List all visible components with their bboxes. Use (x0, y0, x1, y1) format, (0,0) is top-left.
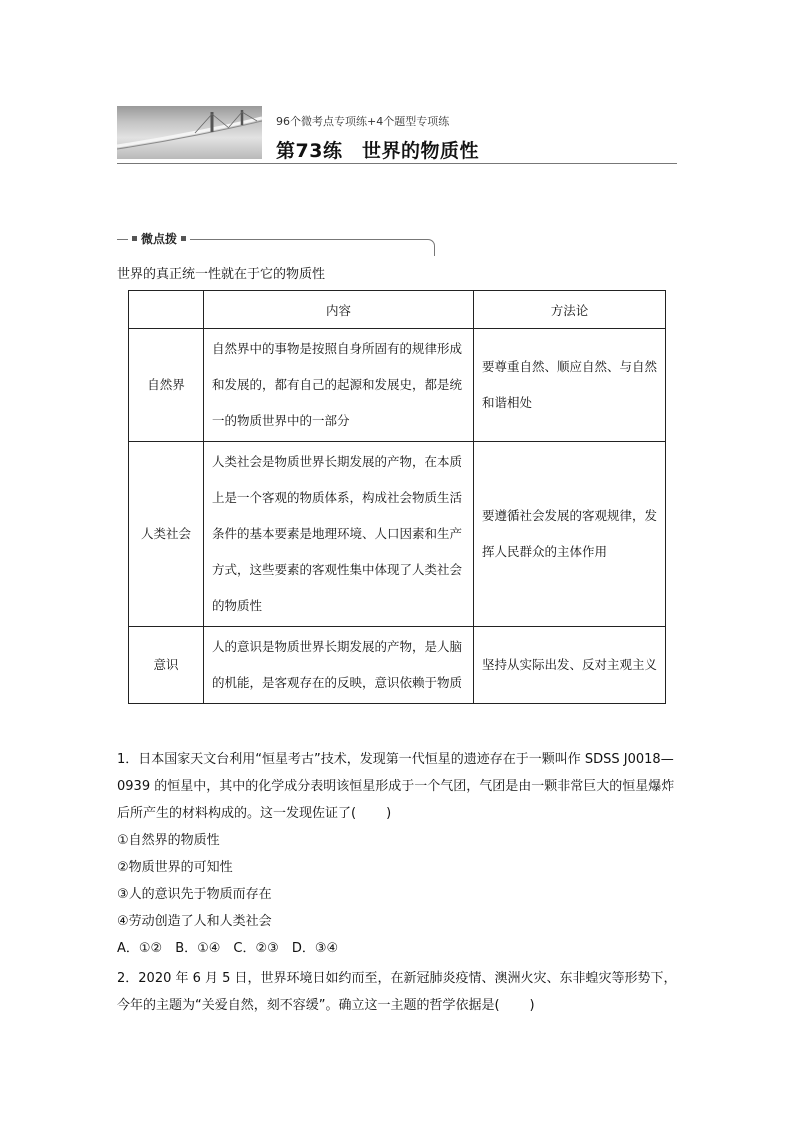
square-bullet-icon (132, 236, 137, 241)
answer-choices: A．①② B．①④ C．②③ D．③④ (117, 941, 339, 956)
materiality-table (128, 290, 666, 704)
statement-item: ①自然界的物质性 (117, 833, 220, 848)
row-method: 要尊重自然、顺应自然、与自然和谐相处 (474, 329, 666, 442)
table-row (129, 627, 666, 704)
row-category: 人类社会 (129, 442, 204, 627)
page-title: 第73练 世界的物质性 (276, 140, 479, 162)
table-header-method: 方法论 (474, 291, 666, 329)
table-row (129, 442, 666, 627)
intro-text: 世界的真正统一性就在于它的物质性 (117, 267, 326, 282)
section-label (128, 230, 190, 247)
question-2 (117, 965, 679, 1019)
statement-item: ②物质世界的可知性 (117, 860, 233, 875)
question-stem: 2．2020 年 6 月 5 日，世界环境日如约而至，在新冠肺炎疫情、澳洲火灾、东非蝗灾等形势下，今年的主题为“关爱自然，刻不容缓”。确立这一主题的哲学依据是( ) (117, 971, 677, 1013)
header-divider (117, 163, 677, 164)
table-row (129, 329, 666, 442)
section-label-text: 微点拨 (141, 232, 178, 246)
row-content: 人的意识是物质世界长期发展的产物，是人脑的机能，是客观存在的反映，意识依赖于物质 (204, 627, 474, 704)
statement-item: ③人的意识先于物质而存在 (117, 887, 272, 902)
statement-item: ④劳动创造了人和人类社会 (117, 914, 272, 929)
square-bullet-icon (181, 236, 186, 241)
question-stem: 1．日本国家天文台利用“恒星考古”技术，发现第一代恒星的遗迹存在于一颗叫作 SDSS J0018—0939 的恒星中，其中的化学成分表明该恒星形成于一个气团，气团是由一颗非常巨大的恒星爆炸后所产生的材料构成的。这一发现佐证了( ) (117, 752, 675, 821)
row-category: 自然界 (129, 329, 204, 442)
series-subtitle: 96个微考点专项练+4个题型专项练 (276, 115, 450, 128)
row-category: 意识 (129, 627, 204, 704)
row-content: 自然界中的事物是按照自身所固有的规律形成和发展的，都有自己的起源和发展史，都是统一的物质世界中的一部分 (204, 329, 474, 442)
question-1 (117, 746, 679, 962)
header-bridge-image (117, 106, 262, 159)
table-header-content: 内容 (204, 291, 474, 329)
row-content: 人类社会是物质世界长期发展的产物，在本质上是一个客观的物质体系，构成社会物质生活条件的基本要素是地理环境、人口因素和生产方式，这些要素的客观性集中体现了人类社会的物质性 (204, 442, 474, 627)
table-header-row (129, 291, 666, 329)
row-method: 要遵循社会发展的客观规律，发挥人民群众的主体作用 (474, 442, 666, 627)
table-header-empty (129, 291, 204, 329)
row-method: 坚持从实际出发、反对主观主义 (474, 627, 666, 704)
